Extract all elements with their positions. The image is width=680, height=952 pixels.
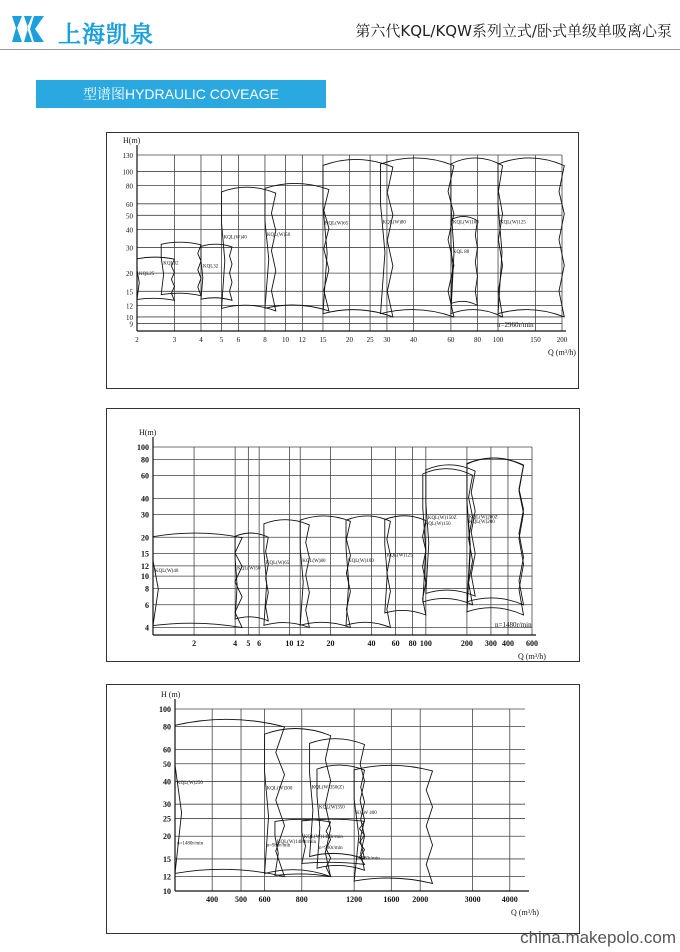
x-tick-label: 80 — [408, 639, 417, 648]
x-tick-label: 400 — [501, 639, 514, 648]
y-axis-label: H(m) — [123, 136, 141, 145]
x-tick-label: 20 — [346, 336, 353, 344]
pump-region-label: KQL(W)50 — [237, 566, 261, 572]
y-tick-label: 50 — [163, 759, 171, 769]
pump-region-label: KQL 80 — [452, 250, 470, 256]
pump-region-label: KQL(W)200Z — [468, 515, 498, 521]
x-tick-label: 60 — [391, 639, 400, 648]
x-tick-label: 4000 — [501, 895, 518, 904]
header-divider — [0, 49, 680, 50]
speed-note: n=1480r/min — [495, 621, 532, 629]
y-tick-label: 60 — [126, 200, 133, 209]
pump-region-label: KQL(W)1480r/min — [276, 839, 317, 845]
pump-region — [265, 183, 329, 310]
pump-region — [346, 516, 390, 628]
pump-region — [161, 242, 201, 295]
y-tick-label: 40 — [126, 226, 133, 235]
y-tick-label: 20 — [141, 533, 149, 543]
pump-region-label: KQL(W)350(Z) — [311, 785, 344, 791]
pump-region-label: KQL(W)40 — [155, 569, 179, 575]
y-tick-label: 100 — [159, 705, 171, 714]
x-tick-label: 15 — [319, 336, 327, 344]
y-tick-label: 4 — [145, 623, 149, 633]
y-tick-label: 20 — [163, 832, 171, 842]
x-tick-label: 1600 — [383, 895, 400, 904]
x-tick-label: 30 — [383, 336, 391, 344]
y-tick-label: 130 — [122, 152, 133, 160]
x-tick-label: 6 — [236, 336, 241, 344]
pump-region-label: KQL(W)125 — [500, 220, 526, 226]
pump-region-speed: n=980r/min — [356, 856, 380, 862]
x-tick-label: 2000 — [412, 895, 429, 904]
x-tick-label: 10 — [282, 336, 290, 344]
y-tick-label: 80 — [141, 455, 149, 465]
x-tick-label: 1200 — [346, 895, 363, 904]
pump-region-label: KQL32 — [163, 261, 179, 267]
pump-region — [467, 458, 524, 605]
section-heading — [36, 80, 326, 108]
x-tick-label: 40 — [409, 336, 417, 344]
pump-region-speed: n=1480r/min — [177, 841, 204, 847]
section-heading-label: 型谱图HYDRAULIC COVEAGE — [82, 86, 280, 102]
x-tick-label: 40 — [367, 639, 376, 648]
y-tick-label: 20 — [126, 270, 133, 279]
pump-region-label: KQL(W)65 — [265, 561, 290, 567]
y-tick-label: 10 — [141, 572, 149, 582]
page-header — [0, 0, 680, 52]
chart-1480-svg — [107, 409, 579, 661]
y-tick-label: 15 — [126, 288, 133, 297]
x-tick-label: 200 — [556, 336, 568, 344]
pump-region-label: KQL(W)100 — [348, 558, 374, 564]
pump-region-label: KQL(W)250 — [177, 781, 203, 787]
pump-region — [317, 765, 365, 870]
y-tick-label: 80 — [126, 182, 133, 191]
pump-region-label: KQL32 — [202, 264, 219, 270]
y-tick-label: 25 — [163, 814, 171, 824]
x-tick-label: 200 — [460, 639, 473, 648]
x-tick-label: 6 — [257, 639, 262, 648]
pump-region-speed: n=980r/min — [318, 845, 343, 851]
x-tick-label: 2 — [135, 336, 139, 344]
pump-region — [310, 739, 365, 859]
chart-large-svg — [107, 685, 579, 933]
x-tick-label: 80 — [473, 336, 481, 344]
y-tick-label: 12 — [163, 872, 171, 882]
y-tick-label: 10 — [126, 313, 133, 322]
chart-1480 — [106, 408, 580, 662]
pump-region — [201, 244, 232, 300]
y-tick-label: 8 — [145, 584, 149, 594]
pump-region-label: KQL(W)80 — [302, 558, 326, 564]
pump-region-label: KQL(W)150 — [424, 521, 451, 527]
x-tick-label: 4 — [233, 639, 238, 648]
pump-region — [175, 719, 285, 876]
x-tick-label: 150 — [530, 336, 541, 344]
x-tick-label: 4 — [199, 336, 203, 344]
pump-region-label: KQL(W)100 — [452, 220, 479, 226]
y-tick-label: 15 — [141, 549, 149, 559]
pump-region-label: KQL(W)1480r/min — [303, 834, 343, 840]
y-tick-label: 50 — [126, 212, 133, 221]
pump-region-label: KQL25 — [139, 271, 155, 277]
y-tick-label: 9 — [129, 320, 133, 329]
x-tick-label: 400 — [206, 895, 219, 904]
y-tick-label: 40 — [163, 777, 171, 787]
pump-region — [385, 516, 426, 615]
x-tick-label: 12 — [298, 336, 306, 344]
pump-region-label: KQL(W)40 — [223, 235, 247, 241]
pump-region — [235, 533, 268, 621]
pump-region — [467, 458, 524, 615]
x-tick-label: 3 — [172, 336, 177, 344]
x-tick-label: 3000 — [464, 895, 481, 904]
chart-large — [106, 684, 580, 934]
y-tick-label: 60 — [141, 471, 149, 481]
pump-region-label: KQL(W)350 — [318, 805, 345, 811]
x-tick-label: 800 — [295, 895, 308, 904]
y-tick-label: 100 — [122, 168, 133, 177]
pump-region-label: KQL(W)300 — [266, 786, 293, 792]
x-tick-label: 10 — [285, 639, 294, 648]
watermark: china.makepolo.com — [520, 928, 676, 947]
x-tick-label: 100 — [492, 336, 504, 344]
pump-region — [354, 765, 432, 883]
y-tick-label: 15 — [163, 854, 171, 864]
x-tick-label: 600 — [258, 895, 271, 904]
x-tick-label: 25 — [366, 336, 374, 344]
brand-name: 上海凯泉 — [58, 22, 154, 48]
x-tick-label: 8 — [263, 336, 267, 344]
series-title: 第六代KQL/KQW系列立式/卧式单级单吸离心泵 — [355, 22, 672, 40]
y-tick-label: 80 — [163, 722, 171, 732]
x-tick-label: 5 — [246, 639, 251, 648]
chart-2960 — [106, 132, 579, 389]
x-tick-label: 2 — [192, 639, 197, 648]
x-tick-label: 100 — [419, 639, 432, 648]
pump-region — [451, 158, 503, 317]
pump-region — [153, 533, 242, 627]
pump-region — [423, 469, 473, 605]
x-axis-label: Q (m³/h) — [518, 652, 546, 661]
speed-note: n=2960r/min — [497, 321, 534, 329]
y-tick-label: 60 — [163, 745, 171, 755]
y-tick-label: 100 — [137, 443, 149, 452]
x-tick-label: 500 — [235, 895, 248, 904]
x-tick-label: 600 — [526, 639, 538, 648]
pump-region-label: KQW 400 — [356, 811, 377, 817]
pump-region — [381, 158, 454, 317]
y-tick-label: 10 — [163, 887, 171, 896]
y-tick-label: 30 — [163, 800, 171, 810]
y-tick-label: 6 — [145, 600, 149, 610]
x-tick-label: 5 — [219, 336, 224, 344]
x-axis-label: Q (m³/h) — [548, 348, 576, 357]
y-tick-label: 40 — [141, 494, 149, 504]
pump-region — [498, 158, 564, 317]
pump-region-label: KQL(W)65 — [324, 221, 349, 227]
y-axis-label: H (m) — [161, 690, 181, 699]
x-tick-label: 20 — [326, 639, 335, 648]
x-tick-label: 60 — [447, 336, 455, 344]
y-axis-label: H(m) — [139, 428, 157, 437]
y-tick-label: 12 — [141, 561, 149, 571]
pump-region-label: KQL(W)125 — [386, 553, 413, 559]
x-tick-label: 300 — [484, 639, 497, 648]
y-tick-label: 30 — [141, 510, 149, 520]
pump-region-label: KQL(W)50 — [266, 233, 291, 239]
pump-region-label: KQL(W)200 — [468, 519, 495, 525]
y-tick-label: 30 — [126, 244, 133, 253]
kq-logo-icon — [10, 14, 46, 44]
x-tick-label: 12 — [296, 639, 305, 648]
pump-region-speed: n=980r/min — [266, 843, 291, 849]
y-tick-label: 12 — [126, 302, 133, 311]
pump-region-label: KQL(W)150Z — [427, 515, 457, 521]
pump-region-label: KQL(W)80 — [382, 220, 406, 226]
x-axis-label: Q (m³/h) — [511, 908, 539, 917]
chart-2960-svg — [107, 133, 578, 388]
